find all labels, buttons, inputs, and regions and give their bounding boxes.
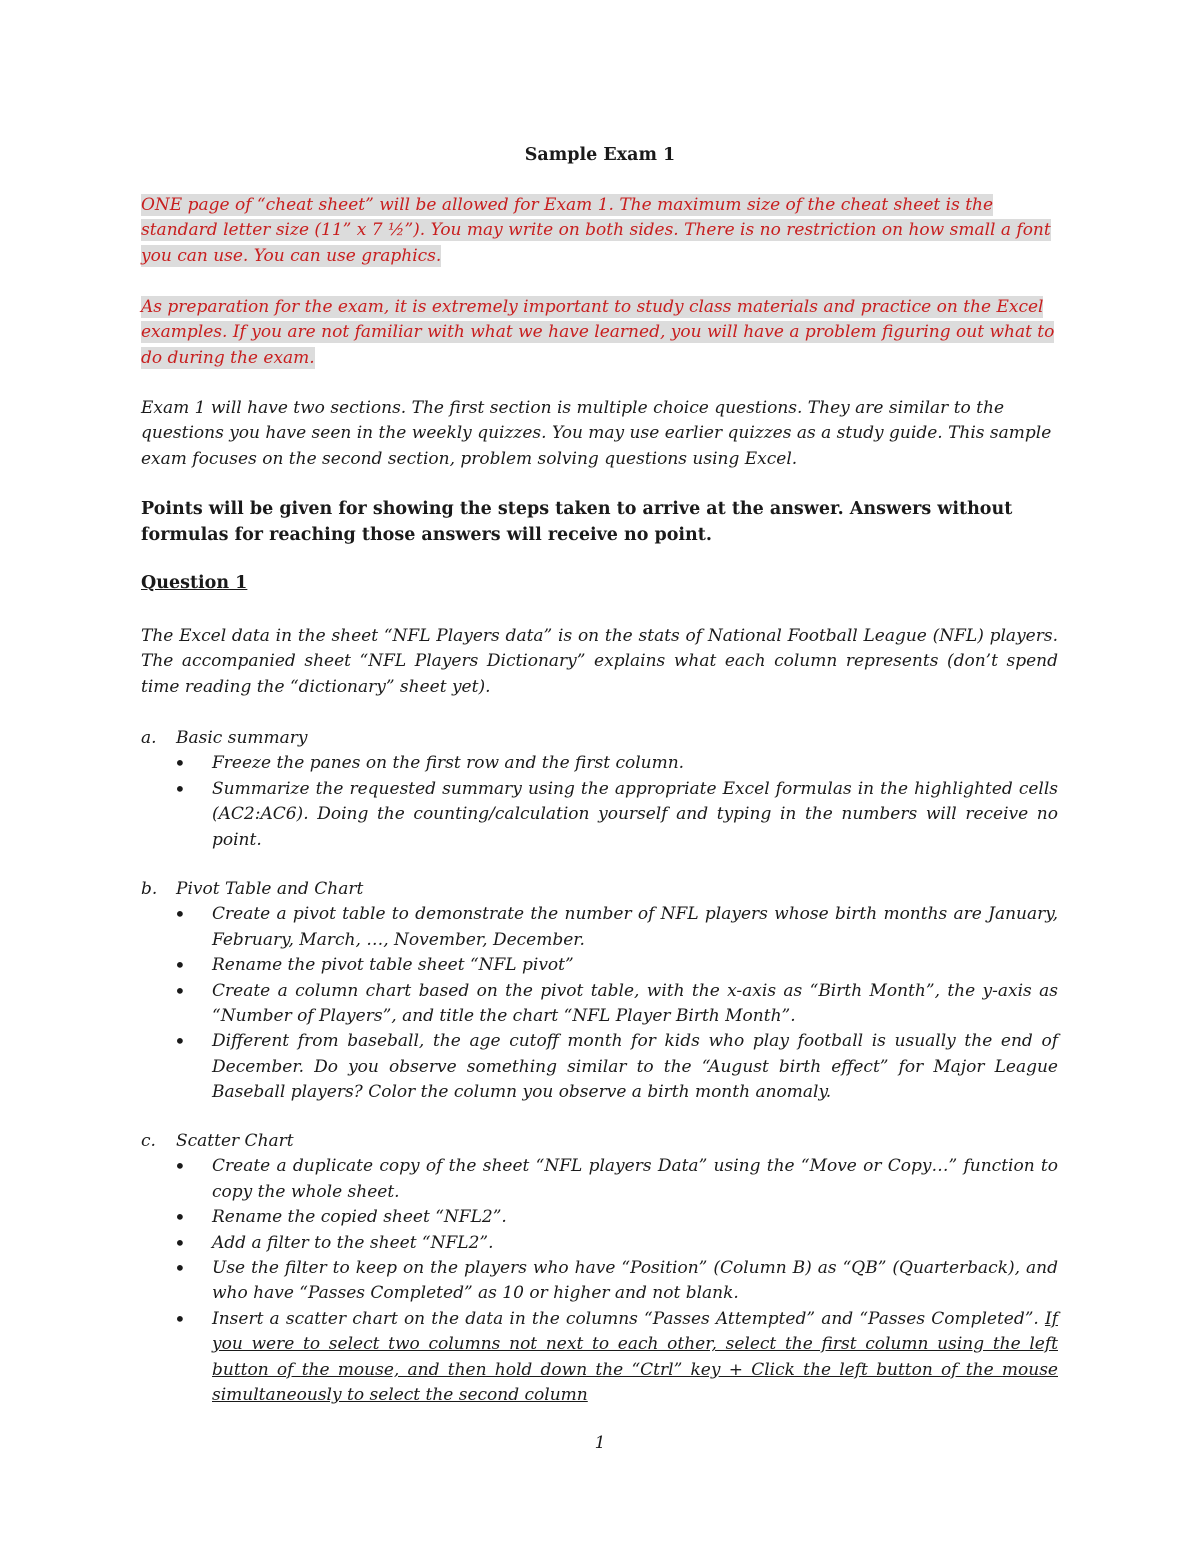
part-b-bullets xyxy=(141,902,1058,1105)
part-b-letter: b. xyxy=(141,879,158,899)
part-a-label xyxy=(141,726,1058,751)
list-item: • Create a column chart based on the pivot table, with the x-axis as “Birth Month”, the y-axis as “Number of Players”, and title the chart “NFL Player Birth Month”. xyxy=(141,979,1058,1030)
list-item: • Different from baseball, the age cutoff month for kids who play football is usually the end of December. Do you observe something similar to the “August birth effect” for Major League Baseball players? Color the column you observe a birth month anomaly. xyxy=(141,1029,1058,1105)
part-b-title: Pivot Table and Chart xyxy=(176,879,364,899)
list-item: • Use the filter to keep on the players who have “Position” (Column B) as “QB” (Quarterback), and who have “Passes Completed” as 10 or higher and not blank. xyxy=(141,1256,1058,1307)
part-a-letter: a. xyxy=(141,728,157,748)
list-item: • Rename the pivot table sheet “NFL pivot” xyxy=(141,953,1058,978)
part-b-label xyxy=(141,877,1058,902)
list-item: • Add a filter to the sheet “NFL2”. xyxy=(141,1231,1058,1256)
part-c-bullets xyxy=(141,1154,1058,1408)
cheat-sheet-notice xyxy=(141,193,1058,269)
part-a-title: Basic summary xyxy=(176,728,308,748)
preparation-notice-text: As preparation for the exam, it is extremely important to study class materials and practice on the Excel examples. If you are not familiar with what we have learned, you will have a problem figuring out what to do during the exam. xyxy=(141,297,1055,368)
list-item: • Create a pivot table to demonstrate the number of NFL players whose birth months are January, February, March, …, November, December. xyxy=(141,902,1058,953)
question-1-description: The Excel data in the sheet “NFL Players data” is on the stats of National Football League (NFL) players. The accompanied sheet “NFL Players Dictionary” explains what each column represents (don’t spend time reading the “dictionary” sheet yet). xyxy=(141,626,1058,697)
page-number: 1 xyxy=(594,1433,606,1453)
scatter-instruction-text: Insert a scatter chart on the data in the columns “Passes Attempted” and “Passes Completed”. xyxy=(212,1308,1045,1329)
part-c xyxy=(141,1129,1058,1408)
question-1-heading: Question 1 xyxy=(141,573,248,593)
list-item: • Freeze the panes on the first row and the first column. xyxy=(141,751,1058,776)
list-item: • Create a duplicate copy of the sheet “NFL players Data” using the “Move or Copy…” function to copy the whole sheet. xyxy=(141,1154,1058,1205)
points-note: Points will be given for showing the steps taken to arrive at the answer. Answers without formulas for reaching those answers will receive no point. xyxy=(141,499,1013,545)
cheat-sheet-notice-text: ONE page of “cheat sheet” will be allowed for Exam 1. The maximum size of the cheat sheet is the standard letter size (11” x 7 ½”). You may write on both sides. There is no restriction on how small a font you can use. You can use graphics. xyxy=(141,195,1051,266)
preparation-notice xyxy=(141,295,1058,371)
part-c-label xyxy=(141,1129,1058,1154)
column-selection-tip: If you were to select two columns not next to each other, select the first column using the left button of the mouse, and then hold down the “Ctrl” key + Click the left button of the mouse simultaneously to select the second column xyxy=(212,1308,1058,1406)
exam-intro: Exam 1 will have two sections. The first section is multiple choice questions. They are similar to the questions you have seen in the weekly quizzes. You may use earlier quizzes as a study guide. This sample exam focuses on the second section, problem solving questions using Excel. xyxy=(141,398,1052,469)
list-item: • Summarize the requested summary using the appropriate Excel formulas in the highlighted cells (AC2:AC6). Doing the counting/calculation yourself and typing in the numbers will receive no point. xyxy=(141,777,1058,853)
part-a xyxy=(141,726,1058,853)
list-item xyxy=(141,1307,1058,1409)
part-a-bullets xyxy=(141,751,1058,853)
list-item: • Rename the copied sheet “NFL2”. xyxy=(141,1205,1058,1230)
part-b xyxy=(141,877,1058,1106)
page-title: Sample Exam 1 xyxy=(524,145,676,165)
part-c-title: Scatter Chart xyxy=(176,1131,294,1151)
part-c-letter: c. xyxy=(141,1131,156,1151)
